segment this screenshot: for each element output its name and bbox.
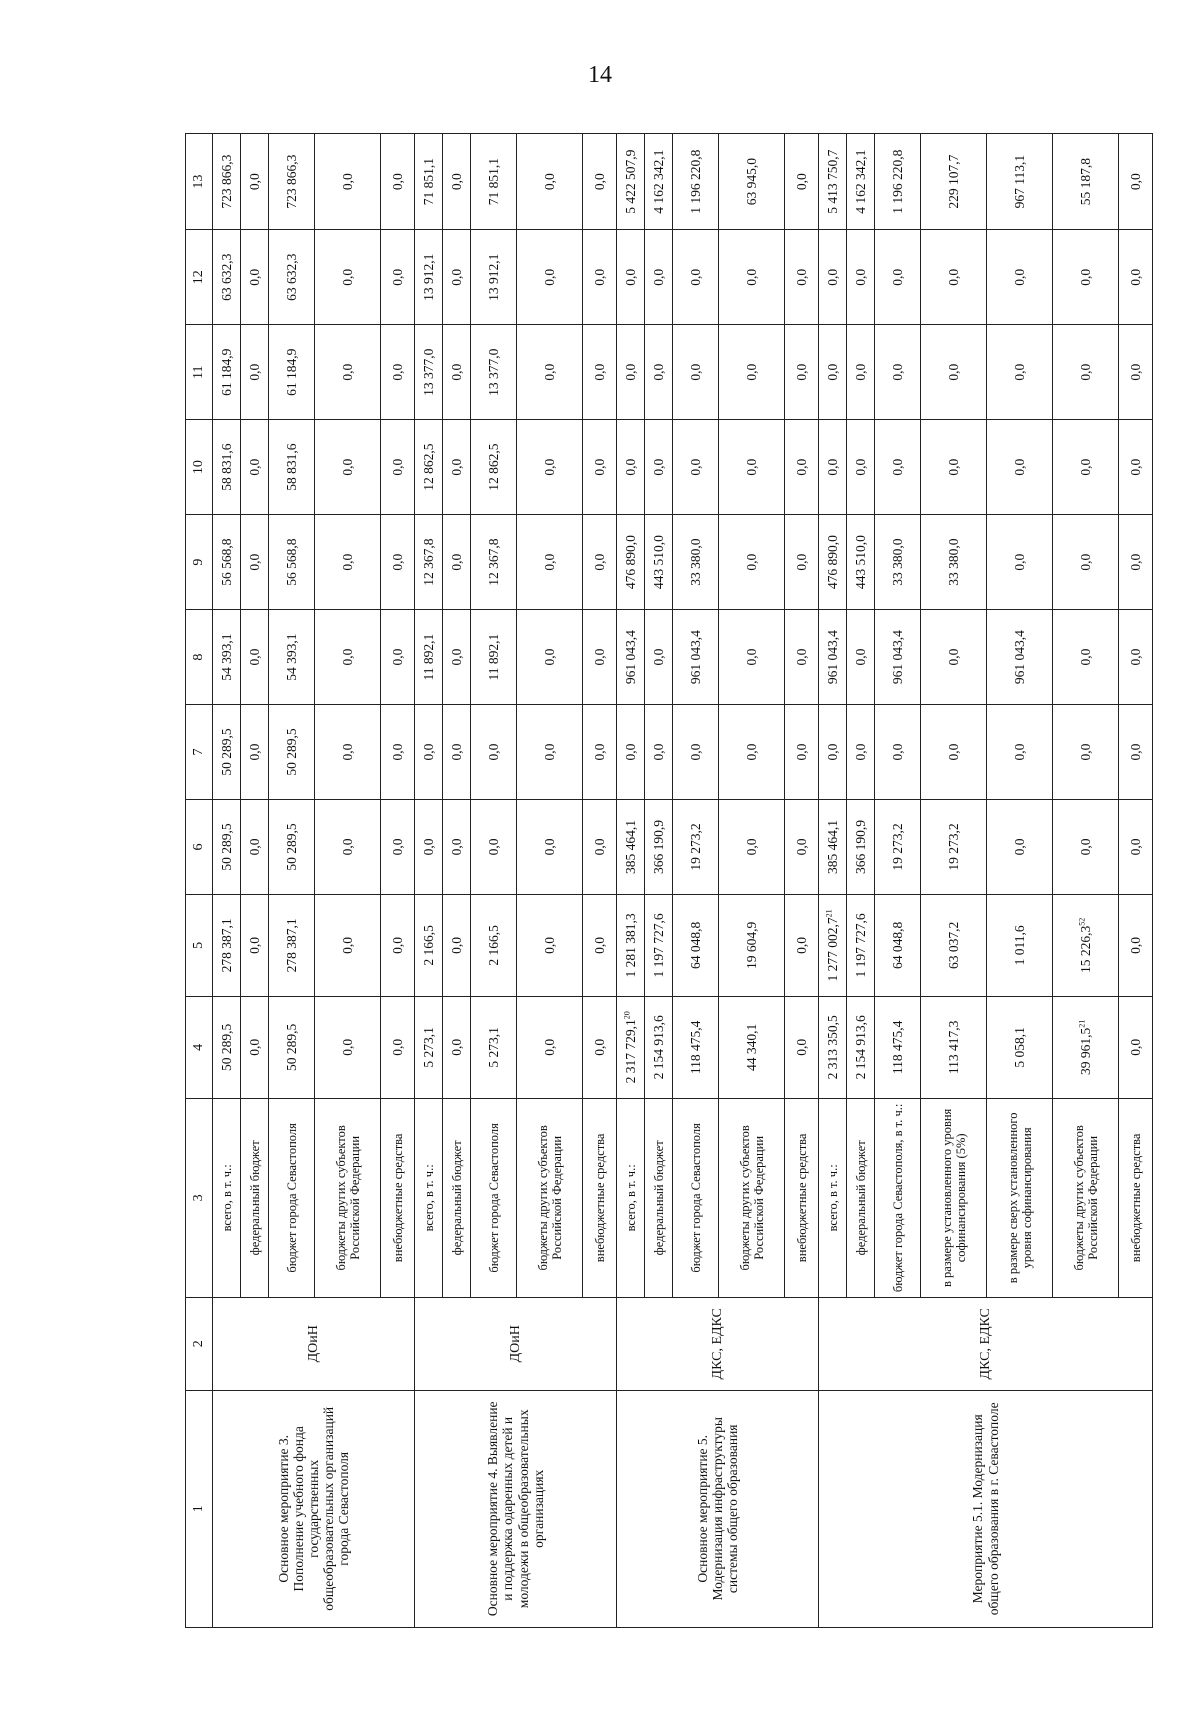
value-cell-col-9: 56 568,8 (269, 515, 315, 610)
value-cell-col-11: 0,0 (819, 325, 847, 420)
funding-source-cell: в размере сверх установленного уровня софинансирования (987, 1098, 1053, 1297)
value-cell-col-7: 0,0 (241, 705, 269, 800)
value-cell-col-7: 0,0 (617, 705, 645, 800)
value-cell-col-4: 0,0 (517, 996, 583, 1098)
value-cell-col-7: 0,0 (673, 705, 719, 800)
value-cell-col-13: 0,0 (1119, 134, 1153, 230)
value-cell-col-7: 0,0 (987, 705, 1053, 800)
value-cell-col-11: 0,0 (785, 325, 819, 420)
value-cell-col-7: 0,0 (921, 705, 987, 800)
value-cell-col-6: 0,0 (987, 800, 1053, 895)
value-cell-col-8: 961 043,4 (819, 610, 847, 705)
value-cell-col-10: 12 862,5 (471, 420, 517, 515)
funding-source-cell: всего, в т. ч.: (415, 1098, 443, 1297)
value-cell-col-7: 0,0 (847, 705, 875, 800)
executor-cell: ДКС, ЕДКС (819, 1297, 1153, 1390)
value-cell-col-8: 0,0 (241, 610, 269, 705)
value-cell-col-12: 0,0 (443, 230, 471, 325)
value-cell-col-4: 0,0 (315, 996, 381, 1098)
event-name-cell: Основное мероприятие 3. Пополнение учебного фонда государственных общеобразовательных организаций города Севастополя (213, 1390, 415, 1627)
value-cell-col-12: 0,0 (921, 230, 987, 325)
value-cell-col-9: 443 510,0 (645, 515, 673, 610)
value-cell-col-6: 19 273,2 (921, 800, 987, 895)
value-cell-col-11: 0,0 (443, 325, 471, 420)
value-cell-col-13: 1 196 220,8 (673, 134, 719, 230)
column-number-11: 11 (186, 325, 213, 420)
funding-source-cell: в размере установленного уровня софинансирования (5%) (921, 1098, 987, 1297)
value-cell-col-8: 54 393,1 (213, 610, 241, 705)
value-cell-col-12: 0,0 (583, 230, 617, 325)
value-cell-col-8: 0,0 (645, 610, 673, 705)
value-cell-col-5: 0,0 (241, 894, 269, 996)
value-cell-col-5: 15 226,3$^{52}$ (1053, 894, 1119, 996)
value-cell-col-4: 2 313 350,5 (819, 996, 847, 1098)
value-cell-col-12: 63 632,3 (213, 230, 241, 325)
funding-source-cell: федеральный бюджет (645, 1098, 673, 1297)
value-cell-col-13: 0,0 (785, 134, 819, 230)
value-cell-col-6: 0,0 (381, 800, 415, 895)
column-number-10: 10 (186, 420, 213, 515)
value-cell-col-9: 33 380,0 (673, 515, 719, 610)
value-cell-col-8: 0,0 (381, 610, 415, 705)
value-cell-col-12: 0,0 (819, 230, 847, 325)
value-cell-col-11: 0,0 (617, 325, 645, 420)
value-cell-col-10: 0,0 (1119, 420, 1153, 515)
funding-source-cell: бюджет города Севастополя (471, 1098, 517, 1297)
funding-source-cell: бюджет города Севастополя, в т. ч.: (875, 1098, 921, 1297)
value-cell-col-7: 0,0 (315, 705, 381, 800)
value-cell-col-11: 0,0 (241, 325, 269, 420)
value-cell-col-13: 5 413 750,7 (819, 134, 847, 230)
budget-table (185, 133, 1153, 1628)
funding-source-cell: внебюджетные средства (583, 1098, 617, 1297)
value-cell-col-4: 50 289,5 (213, 996, 241, 1098)
value-cell-col-12: 0,0 (381, 230, 415, 325)
value-cell-col-4: 0,0 (241, 996, 269, 1098)
value-cell-col-10: 0,0 (875, 420, 921, 515)
value-cell-col-8: 0,0 (443, 610, 471, 705)
value-cell-col-6: 366 190,9 (645, 800, 673, 895)
value-cell-col-7: 0,0 (819, 705, 847, 800)
value-cell-col-7: 50 289,5 (213, 705, 241, 800)
value-cell-col-5: 2 166,5 (471, 894, 517, 996)
funding-source-cell: бюджеты других субъектов Российской Федерации (517, 1098, 583, 1297)
value-cell-col-6: 0,0 (1119, 800, 1153, 895)
value-cell-col-11: 13 377,0 (415, 325, 443, 420)
value-cell-col-6: 50 289,5 (213, 800, 241, 895)
value-cell-col-8: 0,0 (1119, 610, 1153, 705)
value-cell-col-7: 0,0 (1119, 705, 1153, 800)
value-cell-col-4: 0,0 (381, 996, 415, 1098)
value-cell-col-10: 0,0 (617, 420, 645, 515)
value-cell-col-5: 64 048,8 (673, 894, 719, 996)
value-cell-col-5: 1 277 002,7$^{21}$ (819, 894, 847, 996)
value-cell-col-11: 0,0 (381, 325, 415, 420)
value-cell-col-13: 0,0 (315, 134, 381, 230)
value-cell-col-10: 0,0 (673, 420, 719, 515)
value-cell-col-13: 0,0 (241, 134, 269, 230)
value-cell-col-12: 0,0 (1053, 230, 1119, 325)
value-cell-col-9: 0,0 (1119, 515, 1153, 610)
value-cell-col-7: 0,0 (719, 705, 785, 800)
value-cell-col-10: 58 831,6 (213, 420, 241, 515)
column-number-8: 8 (186, 610, 213, 705)
value-cell-col-10: 0,0 (517, 420, 583, 515)
value-cell-col-4: 0,0 (785, 996, 819, 1098)
value-cell-col-9: 0,0 (241, 515, 269, 610)
column-number-1: 1 (186, 1390, 213, 1627)
value-cell-col-8: 0,0 (517, 610, 583, 705)
value-cell-col-5: 64 048,8 (875, 894, 921, 996)
value-cell-col-11: 0,0 (517, 325, 583, 420)
value-cell-col-11: 0,0 (315, 325, 381, 420)
page-number: 14 (588, 62, 612, 88)
value-cell-col-9: 0,0 (517, 515, 583, 610)
column-number-12: 12 (186, 230, 213, 325)
value-cell-col-10: 0,0 (921, 420, 987, 515)
value-cell-col-11: 61 184,9 (213, 325, 241, 420)
value-cell-col-13: 723 866,3 (269, 134, 315, 230)
funding-source-cell: федеральный бюджет (847, 1098, 875, 1297)
value-cell-col-7: 0,0 (1053, 705, 1119, 800)
value-cell-col-11: 0,0 (921, 325, 987, 420)
value-cell-col-8: 0,0 (1053, 610, 1119, 705)
value-cell-col-13: 0,0 (381, 134, 415, 230)
value-cell-col-11: 0,0 (875, 325, 921, 420)
value-cell-col-6: 0,0 (415, 800, 443, 895)
value-cell-col-11: 0,0 (719, 325, 785, 420)
value-cell-col-11: 0,0 (1053, 325, 1119, 420)
value-cell-col-9: 443 510,0 (847, 515, 875, 610)
value-cell-col-11: 0,0 (673, 325, 719, 420)
value-cell-col-7: 0,0 (415, 705, 443, 800)
value-cell-col-10: 0,0 (443, 420, 471, 515)
value-cell-col-7: 0,0 (381, 705, 415, 800)
value-cell-col-13: 4 162 342,1 (847, 134, 875, 230)
value-cell-col-5: 278 387,1 (213, 894, 241, 996)
value-cell-col-4: 2 154 913,6 (847, 996, 875, 1098)
value-cell-col-8: 0,0 (847, 610, 875, 705)
value-cell-col-13: 55 187,8 (1053, 134, 1119, 230)
column-number-3: 3 (186, 1098, 213, 1297)
value-cell-col-11: 13 377,0 (471, 325, 517, 420)
value-cell-col-10: 0,0 (583, 420, 617, 515)
value-cell-col-4: 44 340,1 (719, 996, 785, 1098)
value-cell-col-5: 1 197 727,6 (847, 894, 875, 996)
footnote-marker: 20 (622, 1011, 632, 1020)
value-cell-col-9: 0,0 (315, 515, 381, 610)
value-cell-col-5: 19 604,9 (719, 894, 785, 996)
value-cell-col-12: 0,0 (517, 230, 583, 325)
funding-source-cell: бюджеты других субъектов Российской Федерации (1053, 1098, 1119, 1297)
value-cell-col-11: 0,0 (645, 325, 673, 420)
value-cell-col-10: 0,0 (987, 420, 1053, 515)
funding-source-cell: бюджеты других субъектов Российской Федерации (719, 1098, 785, 1297)
value-cell-col-12: 0,0 (645, 230, 673, 325)
value-cell-col-4: 5 273,1 (471, 996, 517, 1098)
value-cell-col-6: 0,0 (471, 800, 517, 895)
value-cell-col-10: 0,0 (785, 420, 819, 515)
value-cell-col-9: 476 890,0 (617, 515, 645, 610)
funding-source-cell: внебюджетные средства (785, 1098, 819, 1297)
funding-source-cell: всего, в т. ч.: (819, 1098, 847, 1297)
column-number-7: 7 (186, 705, 213, 800)
executor-cell: ДОиН (213, 1297, 415, 1390)
executor-cell: ДКС, ЕДКС (617, 1297, 819, 1390)
value-cell-col-8: 0,0 (315, 610, 381, 705)
value-cell-col-6: 0,0 (785, 800, 819, 895)
value-cell-col-9: 0,0 (583, 515, 617, 610)
funding-source-cell: внебюджетные средства (1119, 1098, 1153, 1297)
value-cell-col-12: 0,0 (719, 230, 785, 325)
value-cell-col-9: 33 380,0 (921, 515, 987, 610)
value-cell-col-9: 0,0 (381, 515, 415, 610)
value-cell-col-4: 50 289,5 (269, 996, 315, 1098)
value-cell-col-8: 961 043,4 (673, 610, 719, 705)
value-cell-col-4: 5 273,1 (415, 996, 443, 1098)
value-cell-col-6: 50 289,5 (269, 800, 315, 895)
footnote-marker: 21 (1077, 1019, 1087, 1028)
value-cell-col-7: 0,0 (443, 705, 471, 800)
value-cell-col-6: 0,0 (315, 800, 381, 895)
table-row (617, 134, 645, 1628)
funding-source-cell: бюджет города Севастополя (673, 1098, 719, 1297)
value-cell-col-8: 11 892,1 (471, 610, 517, 705)
value-cell-col-13: 71 851,1 (415, 134, 443, 230)
table-body (213, 134, 1153, 1628)
value-cell-col-11: 0,0 (1119, 325, 1153, 420)
value-cell-col-6: 366 190,9 (847, 800, 875, 895)
column-number-9: 9 (186, 515, 213, 610)
funding-source-cell: бюджеты других субъектов Российской Федерации (315, 1098, 381, 1297)
value-cell-col-4: 0,0 (583, 996, 617, 1098)
value-cell-col-9: 0,0 (987, 515, 1053, 610)
value-cell-col-11: 0,0 (583, 325, 617, 420)
value-cell-col-7: 0,0 (645, 705, 673, 800)
value-cell-col-7: 0,0 (875, 705, 921, 800)
value-cell-col-9: 0,0 (443, 515, 471, 610)
value-cell-col-10: 0,0 (381, 420, 415, 515)
column-number-4: 4 (186, 996, 213, 1098)
value-cell-col-4: 2 317 729,1$^{20}$ (617, 996, 645, 1098)
value-cell-col-6: 0,0 (583, 800, 617, 895)
value-cell-col-9: 0,0 (785, 515, 819, 610)
value-cell-col-8: 961 043,4 (617, 610, 645, 705)
value-cell-col-12: 13 912,1 (415, 230, 443, 325)
value-cell-col-4: 2 154 913,6 (645, 996, 673, 1098)
value-cell-col-7: 0,0 (471, 705, 517, 800)
value-cell-col-9: 12 367,8 (471, 515, 517, 610)
value-cell-col-10: 58 831,6 (269, 420, 315, 515)
value-cell-col-4: 39 961,5$^{21}$ (1053, 996, 1119, 1098)
value-cell-col-13: 967 113,1 (987, 134, 1053, 230)
funding-source-cell: всего, в т. ч.: (213, 1098, 241, 1297)
value-cell-col-4: 0,0 (1119, 996, 1153, 1098)
value-cell-col-8: 961 043,4 (987, 610, 1053, 705)
value-cell-col-4: 5 058,1 (987, 996, 1053, 1098)
column-number-header-row (186, 134, 213, 1628)
value-cell-col-13: 1 196 220,8 (875, 134, 921, 230)
value-cell-col-13: 63 945,0 (719, 134, 785, 230)
value-cell-col-12: 0,0 (785, 230, 819, 325)
value-cell-col-10: 0,0 (719, 420, 785, 515)
column-number-6: 6 (186, 800, 213, 895)
value-cell-col-6: 0,0 (719, 800, 785, 895)
value-cell-col-12: 0,0 (987, 230, 1053, 325)
value-cell-col-10: 0,0 (1053, 420, 1119, 515)
value-cell-col-10: 12 862,5 (415, 420, 443, 515)
value-cell-col-13: 71 851,1 (471, 134, 517, 230)
funding-source-cell: федеральный бюджет (443, 1098, 471, 1297)
value-cell-col-5: 1 011,6 (987, 894, 1053, 996)
value-cell-col-9: 56 568,8 (213, 515, 241, 610)
value-cell-col-5: 0,0 (381, 894, 415, 996)
value-cell-col-10: 0,0 (819, 420, 847, 515)
funding-source-cell: всего, в т. ч.: (617, 1098, 645, 1297)
value-cell-col-13: 0,0 (443, 134, 471, 230)
value-cell-col-6: 19 273,2 (673, 800, 719, 895)
value-cell-col-11: 0,0 (847, 325, 875, 420)
value-cell-col-6: 0,0 (443, 800, 471, 895)
value-cell-col-12: 0,0 (617, 230, 645, 325)
value-cell-col-5: 0,0 (785, 894, 819, 996)
value-cell-col-5: 0,0 (443, 894, 471, 996)
funding-source-cell: федеральный бюджет (241, 1098, 269, 1297)
footnote-marker: 21 (824, 909, 834, 918)
table-row (819, 134, 847, 1628)
value-cell-col-8: 0,0 (583, 610, 617, 705)
value-cell-col-12: 13 912,1 (471, 230, 517, 325)
column-number-5: 5 (186, 894, 213, 996)
value-cell-col-13: 0,0 (517, 134, 583, 230)
value-cell-col-9: 0,0 (1053, 515, 1119, 610)
value-cell-col-4: 118 475,4 (673, 996, 719, 1098)
value-cell-col-9: 476 890,0 (819, 515, 847, 610)
value-cell-col-5: 0,0 (583, 894, 617, 996)
value-cell-col-6: 19 273,2 (875, 800, 921, 895)
value-cell-col-13: 723 866,3 (213, 134, 241, 230)
value-cell-col-5: 0,0 (517, 894, 583, 996)
value-cell-col-12: 0,0 (875, 230, 921, 325)
value-cell-col-12: 0,0 (315, 230, 381, 325)
value-cell-col-8: 0,0 (785, 610, 819, 705)
event-name-cell: Основное мероприятие 5. Модернизация инфраструктуры системы общего образования (617, 1390, 819, 1627)
event-name-cell: Основное мероприятие 4. Выявление и поддержка одаренных детей и молодежи в общеобразовательных организациях (415, 1390, 617, 1627)
value-cell-col-5: 63 037,2 (921, 894, 987, 996)
value-cell-col-10: 0,0 (645, 420, 673, 515)
value-cell-col-7: 0,0 (785, 705, 819, 800)
value-cell-col-12: 0,0 (1119, 230, 1153, 325)
value-cell-col-5: 0,0 (315, 894, 381, 996)
value-cell-col-5: 0,0 (1119, 894, 1153, 996)
value-cell-col-13: 4 162 342,1 (645, 134, 673, 230)
value-cell-col-4: 113 417,3 (921, 996, 987, 1098)
value-cell-col-7: 0,0 (583, 705, 617, 800)
column-number-13: 13 (186, 134, 213, 230)
value-cell-col-11: 61 184,9 (269, 325, 315, 420)
value-cell-col-8: 0,0 (921, 610, 987, 705)
footnote-marker: 52 (1077, 917, 1087, 926)
value-cell-col-5: 278 387,1 (269, 894, 315, 996)
value-cell-col-5: 1 281 381,3 (617, 894, 645, 996)
value-cell-col-4: 118 475,4 (875, 996, 921, 1098)
value-cell-col-6: 385 464,1 (617, 800, 645, 895)
value-cell-col-4: 0,0 (443, 996, 471, 1098)
value-cell-col-10: 0,0 (241, 420, 269, 515)
value-cell-col-8: 11 892,1 (415, 610, 443, 705)
column-number-2: 2 (186, 1297, 213, 1390)
funding-source-cell: бюджет города Севастополя (269, 1098, 315, 1297)
executor-cell: ДОиН (415, 1297, 617, 1390)
value-cell-col-12: 0,0 (241, 230, 269, 325)
value-cell-col-7: 50 289,5 (269, 705, 315, 800)
value-cell-col-10: 0,0 (315, 420, 381, 515)
event-name-cell: Мероприятие 5.1. Модернизация общего образования в г. Севастополе (819, 1390, 1153, 1627)
value-cell-col-12: 0,0 (673, 230, 719, 325)
value-cell-col-13: 229 107,7 (921, 134, 987, 230)
value-cell-col-9: 0,0 (719, 515, 785, 610)
value-cell-col-12: 63 632,3 (269, 230, 315, 325)
value-cell-col-9: 33 380,0 (875, 515, 921, 610)
value-cell-col-6: 0,0 (241, 800, 269, 895)
value-cell-col-6: 0,0 (1053, 800, 1119, 895)
value-cell-col-8: 54 393,1 (269, 610, 315, 705)
value-cell-col-7: 0,0 (517, 705, 583, 800)
value-cell-col-6: 0,0 (517, 800, 583, 895)
value-cell-col-5: 1 197 727,6 (645, 894, 673, 996)
value-cell-col-6: 385 464,1 (819, 800, 847, 895)
value-cell-col-9: 12 367,8 (415, 515, 443, 610)
value-cell-col-11: 0,0 (987, 325, 1053, 420)
table-row (213, 134, 241, 1628)
value-cell-col-12: 0,0 (847, 230, 875, 325)
value-cell-col-8: 0,0 (719, 610, 785, 705)
value-cell-col-13: 0,0 (583, 134, 617, 230)
funding-source-cell: внебюджетные средства (381, 1098, 415, 1297)
value-cell-col-5: 2 166,5 (415, 894, 443, 996)
value-cell-col-10: 0,0 (847, 420, 875, 515)
rotated-table-container (185, 133, 1143, 1628)
value-cell-col-13: 5 422 507,9 (617, 134, 645, 230)
value-cell-col-8: 961 043,4 (875, 610, 921, 705)
table-row (415, 134, 443, 1628)
